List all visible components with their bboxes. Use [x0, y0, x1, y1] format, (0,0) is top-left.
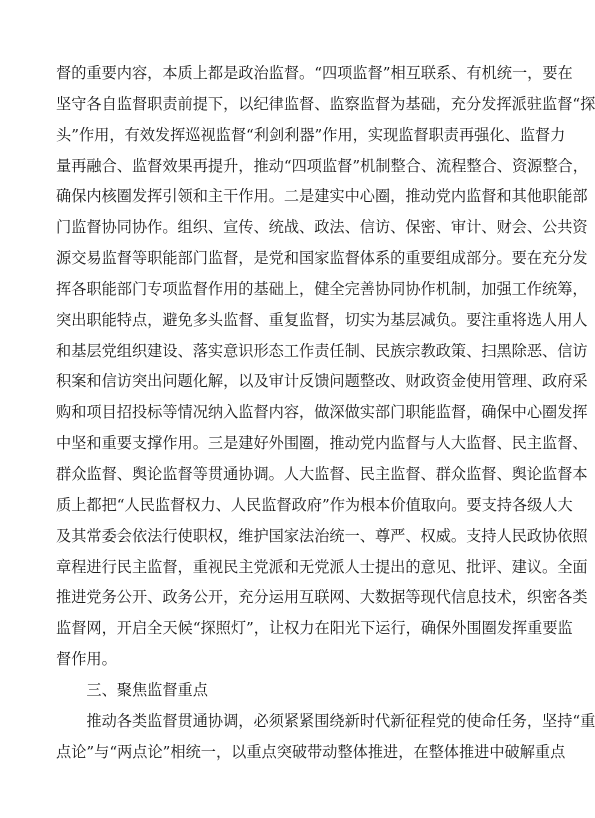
text-line: 督作用。	[56, 650, 117, 669]
text-line: 及其常委会依法行使职权，维护国家法治统一、尊严、权威。支持人民政协依照	[56, 526, 588, 545]
text-line: 群众监督、舆论监督等贯通协调。人大监督、民主监督、群众监督、舆论监督本	[56, 464, 588, 483]
text-line: 坚守各自监督职责前提下，以纪律监督、监察监督为基础，充分发挥派驻监督“探	[56, 94, 595, 113]
body-text	[56, 58, 595, 767]
text-line: 量再融合、监督效果再提升，推动“四项监督”机制整合、流程整合、资源整合，	[56, 156, 588, 175]
text-line: 点论”与“两点论”相统一，以重点突破带动整体推进，在整体推进中破解重点	[56, 742, 566, 761]
text-line: 突出职能特点，避免多头监督、重复监督，切实为基层减负。要注重将选人用人	[56, 310, 588, 329]
text-line: 中坚和重要支撑作用。三是建好外围圈，推动党内监督与人大监督、民主监督、	[56, 434, 588, 453]
text-line: 源交易监督等职能部门监督，是党和国家监督体系的重要组成部分。要在充分发	[56, 249, 588, 268]
text-line: 三、聚焦监督重点	[56, 680, 208, 699]
text-line: 头”作用，有效发挥巡视监督“利剑利器”作用，实现监督职责再强化、监督力	[56, 125, 566, 144]
text-line: 推动各类监督贯通协调，必须紧紧围绕新时代新征程党的使命任务，坚持“重	[56, 711, 595, 730]
text-line: 和基层党组织建设、落实意识形态工作责任制、民族宗教政策、扫黑除恶、信访	[56, 341, 588, 360]
text-line: 质上都把“人民监督权力、人民监督政府”作为根本价值取向。要支持各级人大	[56, 495, 573, 514]
text-line: 监督网，开启全天候“探照灯”，让权力在阳光下运行，确保外围圈发挥重要监	[56, 619, 573, 638]
text-line: 章程进行民主监督，重视民主党派和无党派人士提出的意见、批评、建议。全面	[56, 557, 588, 576]
text-line: 督的重要内容，本质上都是政治监督。“四项监督”相互联系、有机统一，要在	[56, 64, 573, 82]
text-line: 确保内核圈发挥引领和主干作用。二是建实中心圈，推动党内监督和其他职能部	[56, 187, 588, 206]
text-line: 推进党务公开、政务公开，充分运用互联网、大数据等现代信息技术，织密各类	[56, 588, 588, 607]
text-line: 积案和信访突出问题化解，以及审计反馈问题整改、财政资金使用管理、政府采	[56, 372, 588, 391]
text-line: 购和项目招投标等情况纳入监督内容，做深做实部门职能监督，确保中心圈发挥	[56, 403, 588, 422]
text-line: 门监督协同协作。组织、宣传、统战、政法、信访、保密、审计、财会、公共资	[56, 218, 588, 237]
text-line: 挥各职能部门专项监督作用的基础上，健全完善协同协作机制，加强工作统筹，	[56, 279, 588, 298]
